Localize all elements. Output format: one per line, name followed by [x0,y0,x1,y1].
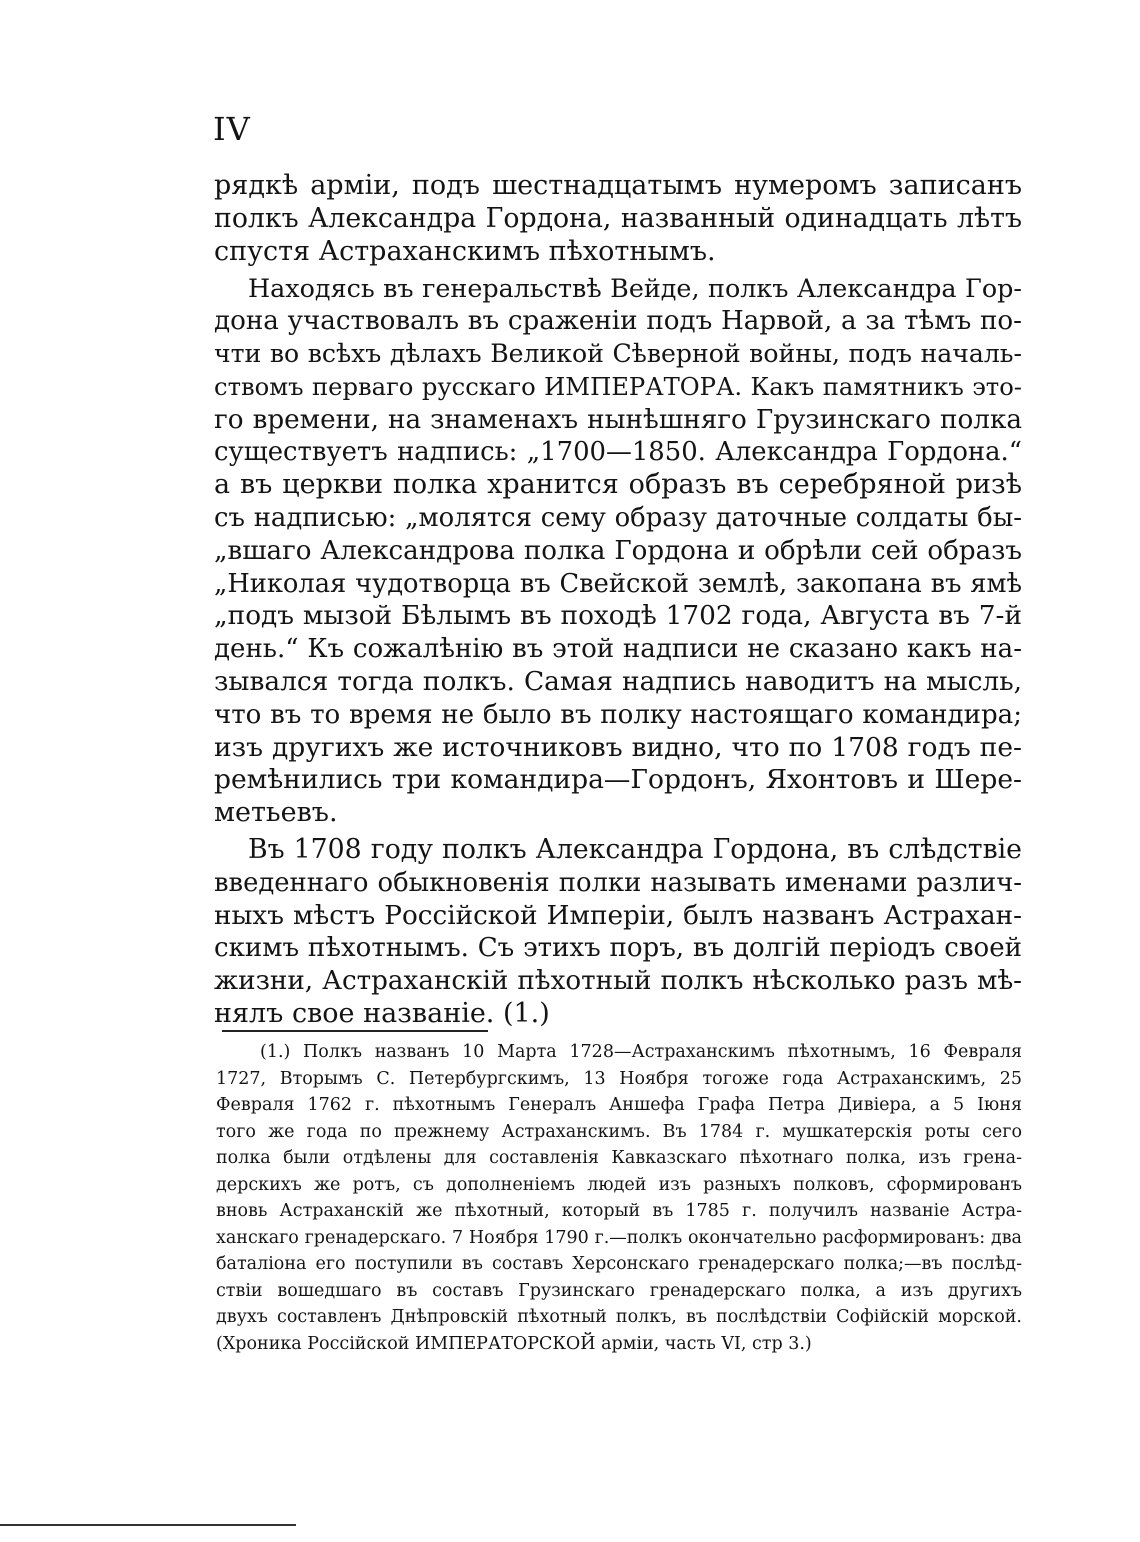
footnote-line: полка были отдѣлены для составленія Кавказскаго пѣхотнаго полка, изъ грена- [216,1148,1022,1168]
text-line: съ надписью: „молятся сему образу даточные солдаты бы- [214,502,1022,533]
text-line: чти во всѣхъ дѣлахъ Великой Сѣверной войны, подъ началь- [214,338,1022,368]
paragraph-1 [214,170,1022,268]
footnote-line: вновь Астраханскій же пѣхотный, который въ 1785 г. получилъ названіе Астра- [216,1201,1022,1221]
text-line: скимъ пѣхотнымъ. Съ этихъ поръ, въ долгій періодъ своей [214,933,1022,964]
text-line: рядкѣ арміи, подъ шестнадцатымъ нумеромъ записанъ [214,170,1022,201]
footnote-line: Февраля 1762 г. пѣхотнымъ Генералъ Аншефа Графа Петра Дивіера, а 5 Іюня [216,1095,1022,1115]
footnote-line: того же года по прежнему Астраханскимъ. Въ 1784 г. мушкатерскія роты сего [216,1121,1022,1142]
text-line: жизни, Астраханскій пѣхотный полкъ нѣсколько разъ мѣ- [214,966,1022,997]
page-number: IV [213,110,251,148]
footnote-line: (1.) Полкъ названъ 10 Марта 1728—Астраханскимъ пѣхотнымъ, 16 Февраля [260,1042,1022,1062]
main-text [214,170,1022,1035]
text-line: введеннаго обыкновенія полки называть именами различ- [214,867,1022,898]
paragraph-2 [214,272,1022,830]
text-line: зывался тогда полкъ. Самая надпись наводитъ на мысль, [214,665,1022,697]
text-line: метьевъ. [214,797,338,829]
footnote-line: баталіона его поступили въ составъ Херсонскаго гренадерскаго полка;—въ послѣд- [216,1254,1022,1274]
footnote-line: ствіи вошедшаго въ составъ Грузинскаго гренадерскаго полка, а изъ другихъ [216,1280,1022,1301]
scan-edge-line [0,1524,296,1526]
footnote-line: (Хроника Россійской ИМПЕРАТОРСКОЙ арміи, часть VI, стр 3.) [216,1333,812,1354]
text-line: Въ 1708 году полкъ Александра Гордона, въ слѣдствіе [248,833,1022,865]
text-line: ствомъ перваго русскаго ИМПЕРАТОРА. Какъ памятникъ это- [214,371,1022,401]
text-line: „подъ мызой Бѣлымъ въ походѣ 1702 года, Августа въ 7-й [214,601,1022,632]
text-line: а въ церкви полка хранится образъ въ серебряной ризѣ [214,469,1022,501]
footnote-line: двухъ составленъ Днѣпровскій пѣхотный полкъ, въ послѣдствіи Софійскій морской. [216,1307,1022,1327]
footnote-line: ханскаго гренадерскаго. 7 Ноября 1790 г.—полкъ окончательно расформированъ: два [216,1227,1022,1248]
footnote-divider [222,1030,488,1032]
paragraph-3 [214,834,1022,1031]
footnote-line: 1727, Вторымъ С. Петербургскимъ, 13 Ноября тогоже года Астраханскимъ, 25 [216,1068,1022,1089]
text-line: спустя Астраханскимъ пѣхотнымъ. [214,235,716,267]
text-line: изъ другихъ же источниковъ видно, что по 1708 годъ пе- [214,731,1022,763]
text-line: дона участвовалъ въ сраженіи подъ Нарвой, а за тѣмъ по- [214,306,1022,337]
text-line: существуетъ надпись: „1700—1850. Александра Гордона.“ [214,437,1022,468]
text-line: ныхъ мѣстъ Россійской Имперіи, былъ названъ Астрахан- [214,900,1022,931]
text-line: „Николая чудотворца въ Свейской землѣ, закопана въ ямѣ [214,568,1022,599]
text-line: что въ то время не было въ полку настоящаго командира; [214,699,1022,730]
text-line: го времени, на знаменахъ нынѣшняго Грузинскаго полка [214,404,1022,435]
footnote-line: дерскихъ же ротъ, съ дополненіемъ людей изъ разныхъ полковъ, сформированъ [216,1174,1022,1195]
text-line: „вшаго Александрова полка Гордона и обрѣли сей образъ [214,535,1022,566]
text-line: нялъ свое названіе. (1.) [214,997,550,1029]
text-line: Находясь въ генеральствѣ Вейде, полкъ Александра Гор- [248,273,1022,304]
text-line: ремѣнились три командира—Гордонъ, Яхонтовъ и Шере- [214,764,1022,796]
text-line: день.“ Къ сожалѣнію въ этой надписи не сказано какъ на- [214,634,1022,665]
text-line: полкъ Александра Гордона, названный одинадцать лѣтъ [214,202,1022,234]
footnote [216,1039,1022,1357]
